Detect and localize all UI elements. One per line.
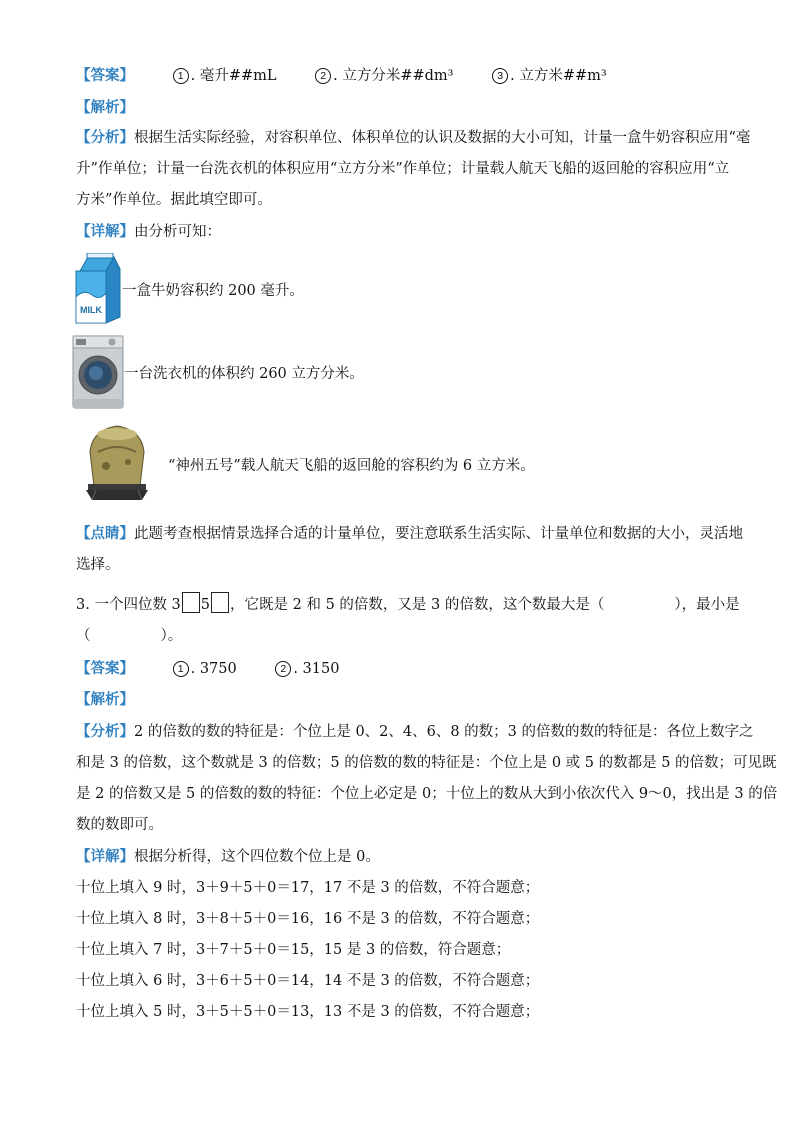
q3-step: 十位上填入 9 时，3＋9＋5＋0＝17，17 不是 3 的倍数，不符合题意；: [76, 880, 540, 896]
q2-answer-line: [76, 66, 607, 86]
milk-carton-image: [74, 253, 122, 325]
q3-fenxi-line-1: 【分析】2 的倍数的数的特征是：个位上是 0、2、4、6、8 的数；3 的倍数的数的特征是：各位上数字之: [76, 723, 754, 740]
q3-fenxi-line-2: 和是 3 的倍数，这个数就是 3 的倍数；5 的倍数的数的特征是：个位上是 0 或 5 的数都是 5 的倍数；可见既: [76, 755, 777, 771]
answer-tag: 【答案】: [76, 67, 134, 84]
washing-machine-image: [72, 335, 124, 409]
fenxi-tag: 【分析】: [76, 723, 134, 740]
washer-caption: 一台洗衣机的体积约 260 立方分米。: [124, 366, 364, 382]
q2-answer-1: 1 . 毫升##mL: [173, 68, 277, 84]
q2-fenxi-line-3: 方米”作单位。据此填空即可。: [76, 192, 272, 208]
q3-step: 十位上填入 5 时，3＋5＋5＋0＝13，13 不是 3 的倍数，不符合题意；: [76, 1004, 540, 1020]
xiangjie-tag: 【详解】: [76, 848, 134, 865]
q3-stem-line-2: （ ）。: [76, 628, 183, 644]
q3-stem-line-1: 3. 一个四位数 3 5 ，它既是 2 和 5 的倍数，又是 3 的倍数，这个数最大是（ ），最小是: [76, 592, 740, 615]
q2-answer-3: 3 . 立方米##m³: [492, 68, 607, 84]
q3-step: 十位上填入 6 时，3＋6＋5＋0＝14，14 不是 3 的倍数，不符合题意；: [76, 973, 540, 989]
milk-logo-text: MILK: [80, 305, 102, 315]
analysis-title: 【解析】: [76, 691, 134, 708]
q3-fenxi-line-3: 是 2 的倍数又是 5 的倍数的数的特征：个位上必定是 0；十位上的数从大到小依次代入 9～0，找出是 3 的倍: [76, 786, 778, 802]
q3-step: 十位上填入 8 时，3＋8＋5＋0＝16，16 不是 3 的倍数，不符合题意；: [76, 911, 540, 927]
digit-box-ones: [211, 592, 229, 613]
return-capsule-image: [82, 422, 152, 502]
q2-dianjing-line-1: 【点睛】此题考查根据情景选择合适的计量单位，要注意联系生活实际、计量单位和数据的大小，灵活地: [76, 525, 743, 542]
q3-fenxi-line-4: 数的数即可。: [76, 817, 163, 833]
q2-fenxi-line-1: 【分析】根据生活实际经验，对容积单位、体积单位的认识及数据的大小可知，计量一盒牛奶容积应用“毫: [76, 129, 751, 146]
q2-answer-2: 2 . 立方分米##dm³: [315, 68, 453, 84]
analysis-title: 【解析】: [76, 99, 134, 116]
digit-box-tens-of-thousands: [182, 592, 200, 613]
q3-xiangjie-line: 【详解】根据分析得，这个四位数个位上是 0。: [76, 848, 380, 865]
xiangjie-tag: 【详解】: [76, 223, 134, 240]
q3-answer-2: 2 . 3150: [275, 661, 339, 677]
q3-step: 十位上填入 7 时，3＋7＋5＋0＝15，15 是 3 的倍数，符合题意；: [76, 942, 511, 958]
answer-tag: 【答案】: [76, 660, 134, 677]
dianjing-tag: 【点睛】: [76, 525, 134, 542]
q2-xiangjie-line: 【详解】由分析可知：: [76, 223, 221, 240]
q3-answer-1: 1 . 3750: [173, 661, 237, 677]
q2-fenxi-line-2: 升”作单位；计量一台洗衣机的体积应用“立方分米”作单位；计量载人航天飞船的返回舱的容积应用“立: [76, 161, 730, 177]
q3-answer-line: [76, 659, 339, 679]
q2-dianjing-line-2: 选择。: [76, 557, 120, 573]
capsule-caption: “神州五号”载人航天飞船的返回舱的容积约为 6 立方米。: [168, 458, 535, 474]
milk-caption: 一盒牛奶容积约 200 毫升。: [122, 283, 304, 299]
fenxi-tag: 【分析】: [76, 129, 134, 146]
